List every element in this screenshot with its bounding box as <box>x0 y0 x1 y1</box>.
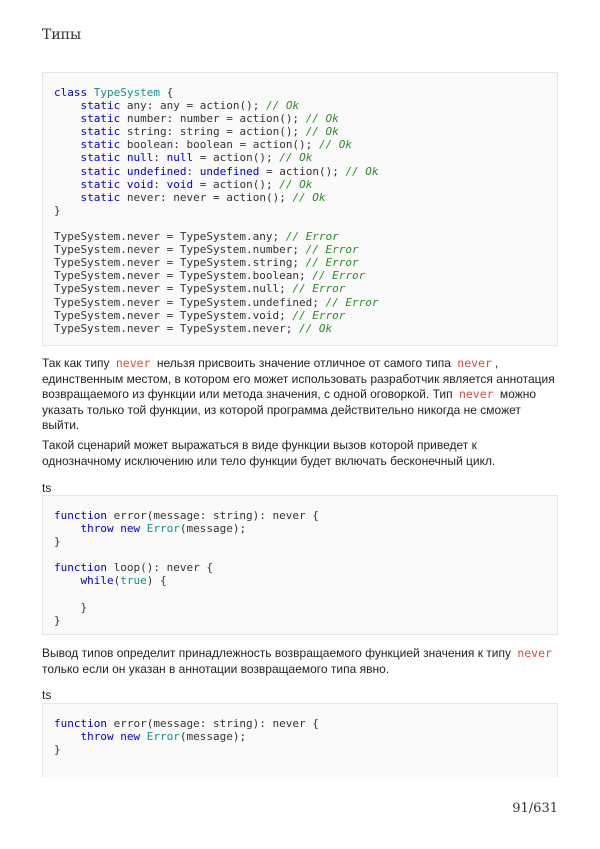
code-line <box>54 561 546 574</box>
code-text <box>140 522 147 535</box>
code-keyword: static <box>80 99 121 113</box>
code-line <box>54 296 546 309</box>
paragraph-text: Так как типу <box>42 356 113 370</box>
code-text: : <box>153 151 167 165</box>
code-line <box>54 574 546 587</box>
code-text <box>54 151 81 164</box>
code-text <box>54 730 81 743</box>
code-comment: // Ok <box>305 112 339 126</box>
code-text: { <box>159 86 174 99</box>
code-line <box>54 165 546 178</box>
code-text: boolean: boolean = action(); <box>120 138 319 152</box>
code-comment: // Error <box>305 256 359 270</box>
paragraph-never-usage <box>42 356 558 434</box>
code-line <box>54 204 546 217</box>
code-keyword: new <box>120 522 141 536</box>
code-line <box>54 112 546 125</box>
code-comment: // Ok <box>292 190 326 204</box>
code-comment: // Ok <box>318 138 353 152</box>
code-keyword: class <box>54 86 88 99</box>
code-keyword: static <box>80 190 121 204</box>
code-line <box>54 269 546 282</box>
paragraph-scenario <box>42 438 558 469</box>
code-line <box>54 309 546 322</box>
code-text <box>54 574 81 587</box>
code-line <box>54 322 546 335</box>
code-keyword: undefined <box>126 164 187 178</box>
code-line <box>54 86 546 99</box>
code-text <box>54 112 81 125</box>
inline-code: never <box>458 387 494 401</box>
code-text <box>120 151 127 164</box>
code-keyword: static <box>80 125 121 139</box>
code-keyword: function <box>54 717 107 730</box>
code-text: TypeSystem.never = TypeSystem.boolean; <box>54 269 313 283</box>
code-text: TypeSystem.never = TypeSystem.number; <box>54 243 306 257</box>
code-block-error-loop <box>42 495 558 635</box>
code-text: TypeSystem.never = TypeSystem.undefined; <box>54 295 326 309</box>
code-line <box>54 217 546 230</box>
code-text: : <box>153 177 167 191</box>
paragraph-text: Вывод типов определит принадлежность возвращаемого функцией значения к типу <box>42 646 515 660</box>
code-text: } <box>54 535 61 549</box>
code-comment: // Error <box>285 230 339 244</box>
code-line <box>54 535 546 548</box>
code-line <box>54 522 546 535</box>
code-line <box>54 717 546 730</box>
code-language-label: ts <box>42 688 52 702</box>
code-type: true <box>120 574 147 588</box>
paragraph-text: , единственным местом, в котором его может использовать разработчик является аннотация возвращаемого из функции или метода значения, с одной оговоркой. Тип <box>42 356 555 401</box>
code-text: = action(); <box>193 151 280 165</box>
code-line <box>54 243 546 256</box>
code-text <box>54 191 81 204</box>
paragraph-text: можно указать только той функции, из которой программа действительно никогда не сможет выйти. <box>42 387 537 432</box>
code-line <box>54 601 546 614</box>
paragraph-type-inference <box>42 646 558 677</box>
inline-code: never <box>115 356 151 370</box>
code-text: TypeSystem.never = TypeSystem.null; <box>54 282 293 296</box>
code-keyword: function <box>54 509 107 522</box>
code-line <box>54 614 546 627</box>
code-text: = action(); <box>193 177 280 191</box>
code-keyword: throw <box>80 730 114 744</box>
code-text: ( <box>113 574 121 588</box>
page-number: 91/631 <box>512 801 558 816</box>
code-comment: // Ok <box>279 177 313 191</box>
code-line <box>54 191 546 204</box>
code-type: Error <box>146 730 180 744</box>
code-text <box>120 178 127 191</box>
code-text: (message); <box>179 522 247 536</box>
code-comment: // Error <box>305 243 359 257</box>
code-text: } <box>54 203 61 217</box>
code-language-label: ts <box>42 481 52 495</box>
code-text: : <box>186 164 200 178</box>
code-text: error(message: string): never { <box>106 717 319 730</box>
code-keyword: static <box>80 138 121 152</box>
code-text <box>87 86 94 99</box>
code-keyword: throw <box>80 522 114 536</box>
code-text: loop(): never { <box>106 561 213 575</box>
paragraph-text: только если он указан в аннотации возвращаемого типа явно. <box>42 661 390 676</box>
paragraph-text: нельзя присвоить значение отличное от самого типа <box>153 356 455 370</box>
code-text <box>54 178 81 191</box>
code-line <box>54 151 546 164</box>
code-line <box>54 138 546 151</box>
code-text <box>120 165 127 178</box>
code-comment: // Error <box>292 282 346 296</box>
code-comment: // Ok <box>305 125 339 139</box>
code-text <box>54 99 81 112</box>
code-keyword: static <box>80 112 121 126</box>
code-text <box>54 522 81 535</box>
code-text: TypeSystem.never = TypeSystem.any; <box>54 230 286 244</box>
code-comment: // Error <box>292 308 346 322</box>
code-text: string: string = action(); <box>120 125 306 139</box>
code-line <box>54 548 546 561</box>
code-keyword: static <box>80 177 121 191</box>
code-comment: // Ok <box>279 151 313 165</box>
code-keyword: function <box>54 561 107 575</box>
code-text <box>54 165 81 178</box>
code-comment: // Ok <box>265 99 300 113</box>
code-text: never: never = action(); <box>120 190 293 204</box>
code-line <box>54 125 546 138</box>
code-text: any: any = action(); <box>120 99 266 113</box>
code-text: TypeSystem.never = TypeSystem.void; <box>54 308 293 322</box>
code-text: } <box>54 743 61 757</box>
code-text: } <box>54 600 88 614</box>
inline-code: never <box>457 356 492 370</box>
code-text: } <box>54 613 61 627</box>
code-keyword: undefined <box>199 164 260 178</box>
code-text: TypeSystem.never = TypeSystem.string; <box>54 256 306 270</box>
page-header: Типы <box>42 27 82 43</box>
code-text <box>54 138 81 151</box>
code-text: TypeSystem.never = TypeSystem.never; <box>54 321 300 335</box>
paragraph-text: Такой сценарий может выражаться в виде функции вызов которой приведет к однозначному исключению или тело функции будет включать бесконечный цикл. <box>42 438 496 468</box>
code-block-typesystem <box>42 72 558 346</box>
code-comment: // Ok <box>299 321 333 335</box>
code-text: ) { <box>146 574 167 588</box>
code-type: Error <box>146 522 180 536</box>
code-text: number: number = action(); <box>120 112 306 126</box>
code-line <box>54 743 546 756</box>
code-block-error-function <box>42 703 558 777</box>
code-keyword: void <box>166 177 194 191</box>
code-keyword: while <box>80 574 114 588</box>
code-line <box>54 256 546 269</box>
code-text <box>54 125 81 138</box>
code-line <box>54 282 546 295</box>
code-type: TypeSystem <box>93 86 160 99</box>
code-line <box>54 730 546 743</box>
code-keyword: void <box>126 177 154 191</box>
code-keyword: null <box>126 151 154 165</box>
code-keyword: null <box>166 151 194 165</box>
code-comment: // Error <box>325 295 379 309</box>
code-line <box>54 588 546 601</box>
code-line <box>54 230 546 243</box>
code-text <box>140 730 147 743</box>
inline-code: never <box>517 646 552 660</box>
code-text: (message); <box>179 730 247 744</box>
code-line <box>54 99 546 112</box>
code-comment: // Ok <box>345 164 379 178</box>
code-keyword: new <box>120 730 141 744</box>
code-comment: // Error <box>312 269 366 283</box>
code-keyword: static <box>80 151 121 165</box>
code-text: = action(); <box>259 164 346 178</box>
code-line <box>54 509 546 522</box>
code-line <box>54 178 546 191</box>
code-text: error(message: string): never { <box>106 509 319 522</box>
code-keyword: static <box>80 164 121 178</box>
